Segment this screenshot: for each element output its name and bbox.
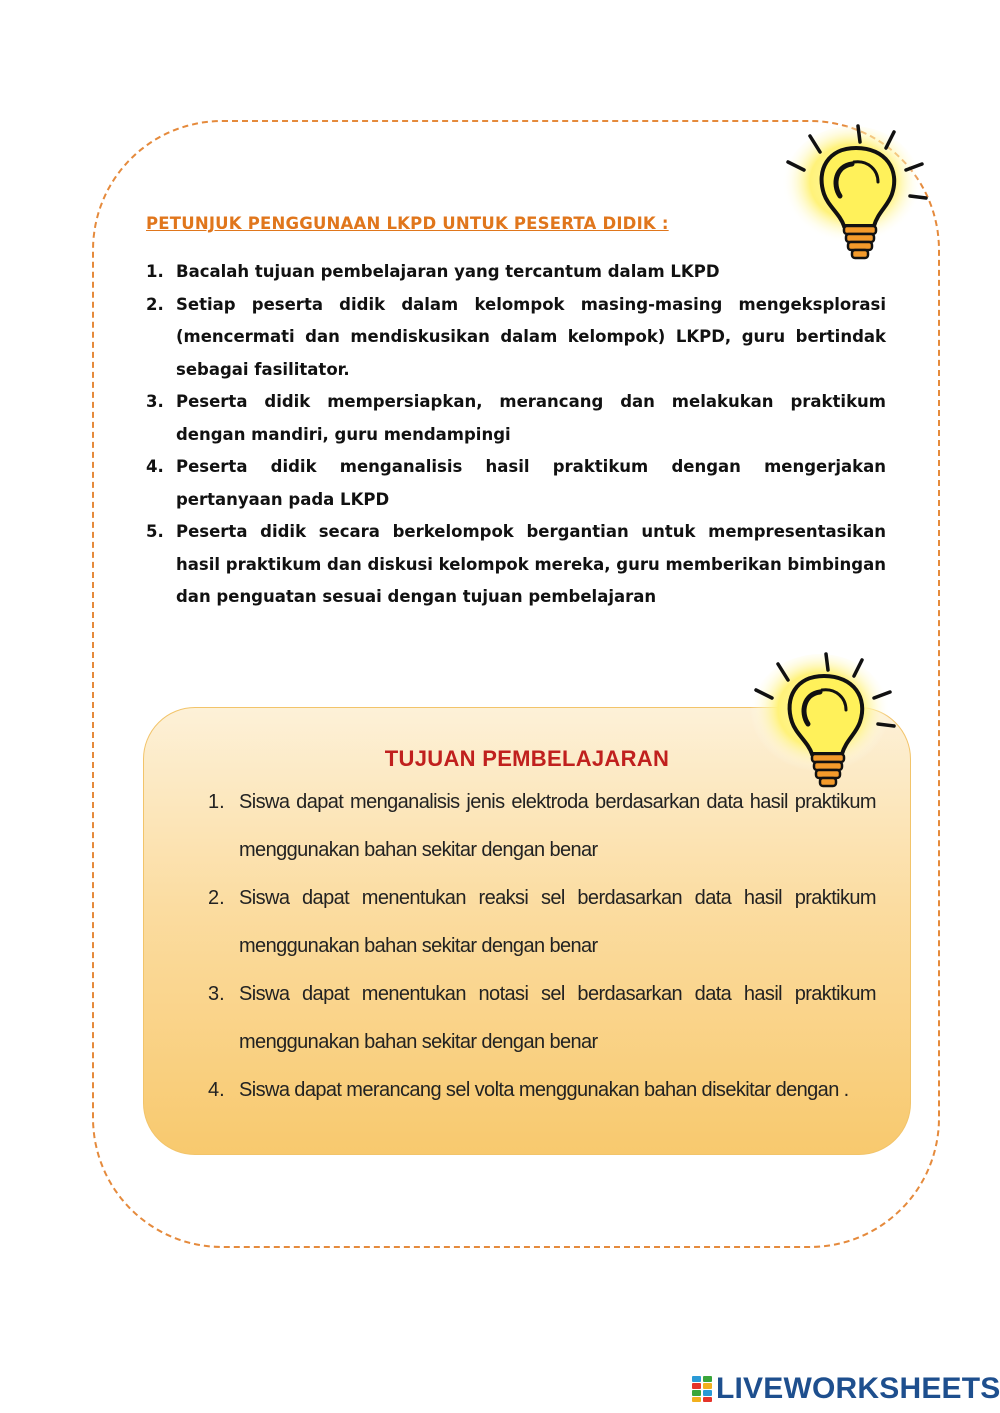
list-item-text: Peserta didik secara berkelompok bergantian untuk mempresentasikan hasil praktikum dan diskusi kelompok mereka, guru memberikan bimbingan dan penguatan sesuai dengan tujuan pembelajaran: [176, 522, 886, 606]
liveworksheets-logo-icon: [692, 1376, 714, 1402]
list-item-text: Siswa dapat menganalisis jenis elektroda berdasarkan data hasil praktikum menggunakan bahan sekitar dengan benar: [239, 791, 876, 861]
learning-goals-list: [208, 778, 876, 1114]
brand-name: LIVEWORKSHEETS: [716, 1372, 1000, 1405]
list-item: 2. Siswa dapat menentukan reaksi sel berdasarkan data hasil praktikum menggunakan bahan sekitar dengan benar: [208, 887, 876, 957]
list-item-text: Peserta didik menganalisis hasil praktikum dengan mengerjakan pertanyaan pada LKPD: [176, 457, 886, 509]
liveworksheets-logo[interactable]: [692, 1372, 1000, 1406]
list-item: 1. Bacalah tujuan pembelajaran yang tercantum dalam LKPD: [146, 262, 720, 281]
instructions-title: PETUNJUK PENGGUNAAN LKPD UNTUK PESERTA DIDIK :: [146, 214, 669, 233]
list-item-text: Bacalah tujuan pembelajaran yang tercantum dalam LKPD: [176, 262, 720, 281]
lightbulb-icon: [774, 122, 934, 264]
list-item: 5. Peserta didik secara berkelompok bergantian untuk mempresentasikan hasil praktikum dan diskusi kelompok mereka, guru memberikan bimbingan dan penguatan sesuai dengan tujuan pembelajaran: [146, 522, 886, 606]
list-item-text: Siswa dapat menentukan notasi sel berdasarkan data hasil praktikum menggunakan bahan sekitar dengan benar: [239, 983, 876, 1053]
list-item: 2. Setiap peserta didik dalam kelompok masing-masing mengeksplorasi (mencermati dan mendiskusikan dalam kelompok) LKPD, guru bertindak sebagai fasilitator.: [146, 294, 886, 379]
list-item: 3. Siswa dapat menentukan notasi sel berdasarkan data hasil praktikum menggunakan bahan sekitar dengan benar: [208, 983, 876, 1053]
list-item: 1. Siswa dapat menganalisis jenis elektroda berdasarkan data hasil praktikum menggunakan bahan sekitar dengan benar: [208, 791, 876, 861]
list-item-text: Peserta didik mempersiapkan, merancang dan melakukan praktikum dengan mandiri, guru mendampingi: [176, 392, 886, 444]
learning-goals-title: TUJUAN PEMBELAJARAN: [384, 746, 670, 771]
list-item-text: Siswa dapat merancang sel volta menggunakan bahan disekitar dengan .: [239, 1079, 849, 1101]
instructions-list: [146, 256, 886, 614]
lightbulb-icon: [742, 650, 902, 792]
list-item-text: Siswa dapat menentukan reaksi sel berdasarkan data hasil praktikum menggunakan bahan sekitar dengan benar: [239, 887, 876, 957]
list-item: 4. Siswa dapat merancang sel volta menggunakan bahan disekitar dengan .: [208, 1079, 849, 1101]
list-item: 4. Peserta didik menganalisis hasil praktikum dengan mengerjakan pertanyaan pada LKPD: [146, 457, 886, 509]
list-item: 3. Peserta didik mempersiapkan, merancang dan melakukan praktikum dengan mandiri, guru mendampingi: [146, 392, 886, 444]
list-item-text: Setiap peserta didik dalam kelompok masing-masing mengeksplorasi (mencermati dan mendiskusikan dalam kelompok) LKPD, guru bertindak sebagai fasilitator.: [176, 294, 886, 379]
